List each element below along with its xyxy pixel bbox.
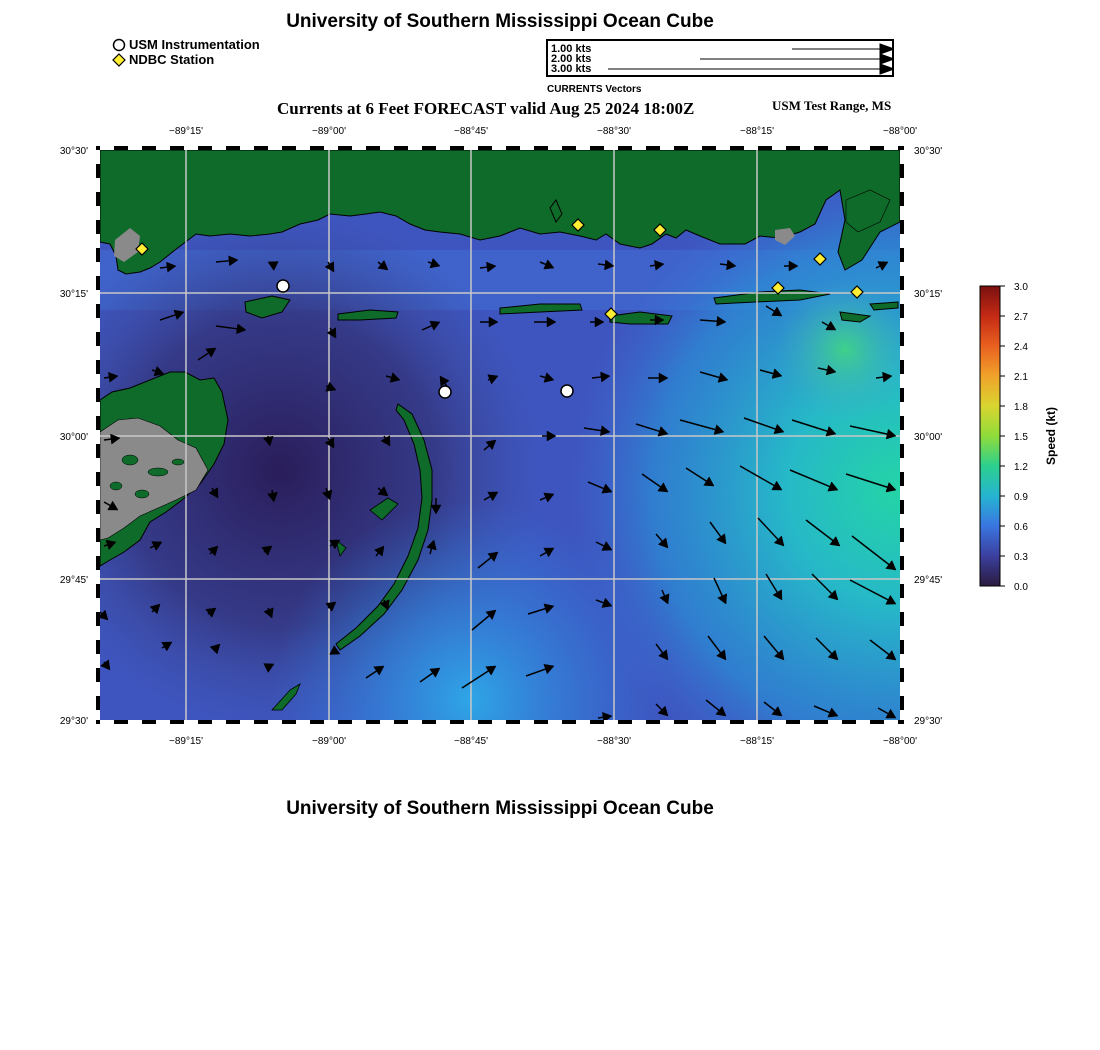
usm-station-marker	[561, 385, 573, 397]
current-vector-shaft	[488, 379, 490, 380]
lat-label: 30°00'	[914, 432, 943, 443]
colorbar-gradient	[980, 286, 1000, 586]
forecast-subtitle: Currents at 6 Feet FORECAST valid Aug 25 2024 18:00Z	[277, 99, 695, 118]
current-vector-shaft	[326, 386, 328, 387]
colorbar-tick: 1.8	[1014, 402, 1028, 413]
usm-station-marker	[277, 280, 289, 292]
map-body	[98, 150, 900, 722]
lon-label: −89°15'	[169, 736, 203, 747]
footer-title: University of Southern Mississippi Ocean Cube	[286, 798, 714, 819]
region-label: USM Test Range, MS	[772, 98, 892, 113]
colorbar-tick: 2.7	[1014, 312, 1028, 323]
current-vector-shaft	[272, 490, 273, 493]
speed-colorbar	[980, 282, 1058, 593]
current-vector-shaft	[160, 267, 167, 268]
legend-usm-label: USM Instrumentation	[129, 37, 260, 52]
lat-labels-right	[914, 146, 942, 727]
lat-label: 30°15'	[914, 289, 943, 300]
vector-key-3kt: 3.00 kts	[551, 63, 592, 75]
current-vector-shaft	[480, 267, 487, 268]
lon-labels-bottom	[169, 736, 917, 747]
colorbar-tick: 0.9	[1014, 492, 1028, 503]
colorbar-tick: 0.6	[1014, 522, 1028, 533]
map-title: University of Southern Mississippi Ocean Cube	[286, 11, 714, 32]
lat-label: 29°30'	[914, 716, 943, 727]
lon-label: −89°00'	[312, 736, 346, 747]
lat-label: 29°45'	[914, 575, 943, 586]
current-vector-shaft	[598, 717, 603, 718]
lat-labels-left	[60, 146, 88, 727]
colorbar-tick: 0.3	[1014, 552, 1028, 563]
usm-station-marker	[439, 386, 451, 398]
vector-key-2kt: 2.00 kts	[551, 53, 592, 65]
lon-label: −88°45'	[454, 126, 488, 137]
current-vector-shaft	[104, 377, 109, 378]
current-vector-shaft	[592, 377, 601, 378]
lon-label: −89°15'	[169, 126, 203, 137]
lat-label: 29°45'	[59, 575, 88, 586]
lon-labels-top	[169, 126, 917, 137]
lon-label: −88°15'	[740, 126, 774, 137]
lon-label: −88°15'	[740, 736, 774, 747]
colorbar-tick: 1.2	[1014, 462, 1028, 473]
vector-key-caption: CURRENTS Vectors	[547, 84, 642, 95]
colorbar-tick: 2.4	[1014, 342, 1028, 353]
colorbar-tick: 3.0	[1014, 282, 1028, 293]
lat-label: 30°30'	[59, 146, 88, 157]
colorbar-tick: 1.5	[1014, 432, 1028, 443]
lon-label: −88°00'	[883, 736, 917, 747]
current-vector-shaft	[876, 377, 883, 378]
current-vector-shaft	[720, 264, 727, 265]
current-vector-shaft	[650, 265, 655, 266]
lat-label: 30°00'	[59, 432, 88, 443]
vector-key-1kt: 1.00 kts	[551, 43, 592, 55]
lon-label: −88°30'	[597, 126, 631, 137]
lon-label: −88°30'	[597, 736, 631, 747]
colorbar-label: Speed (kt)	[1044, 406, 1058, 466]
current-vector-shaft	[104, 439, 111, 440]
lon-label: −88°45'	[454, 736, 488, 747]
lat-label: 30°15'	[59, 289, 88, 300]
current-vector-shaft	[598, 264, 605, 265]
current-vector-shaft	[268, 608, 269, 610]
colorbar-tick: 0.0	[1014, 582, 1028, 593]
lon-label: −89°00'	[312, 126, 346, 137]
colorbar-tick: 2.1	[1014, 372, 1028, 383]
lon-label: −88°00'	[883, 126, 917, 137]
current-vector-shaft	[384, 600, 385, 602]
lat-label: 30°30'	[914, 146, 943, 157]
legend-ndbc-label: NDBC Station	[129, 52, 215, 67]
lat-label: 29°30'	[59, 716, 88, 727]
